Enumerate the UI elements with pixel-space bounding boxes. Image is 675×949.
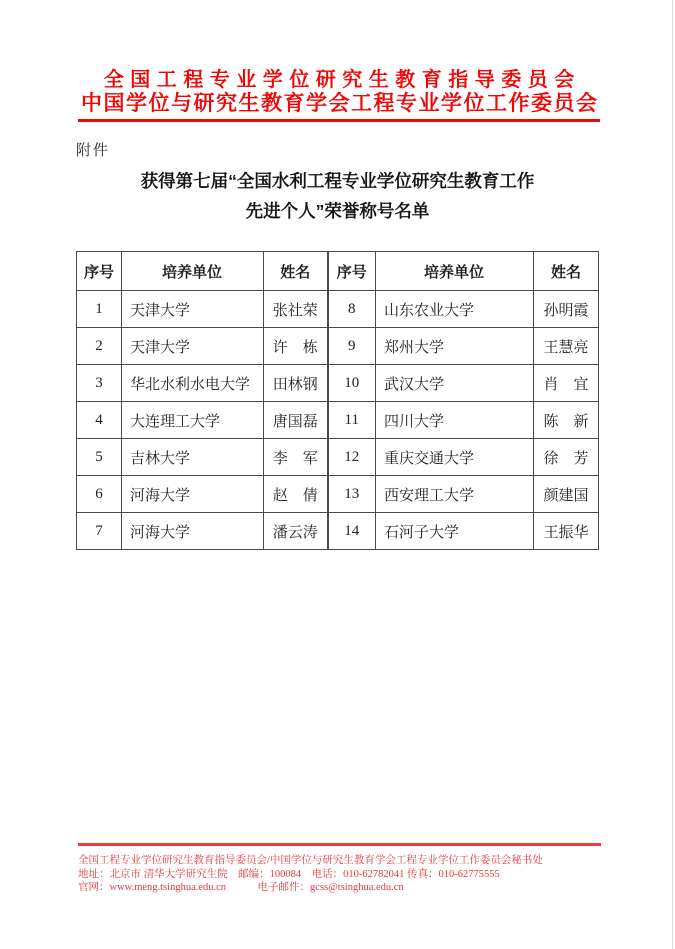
table-row bbox=[77, 365, 599, 402]
header-unit-left: 培养单位 bbox=[122, 252, 264, 291]
name-cell: 唐国磊 bbox=[264, 402, 328, 439]
letterhead-line2: 中国学位与研究生教育学会工程专业学位工作委员会 bbox=[81, 92, 599, 115]
document-title-line2: 先进个人”荣誉称号名单 bbox=[245, 201, 430, 221]
header-name-left: 姓名 bbox=[264, 252, 328, 291]
name-cell: 王慧亮 bbox=[534, 328, 599, 365]
unit-cell: 天津大学 bbox=[122, 291, 264, 328]
name-cell: 潘云涛 bbox=[264, 513, 328, 550]
footer bbox=[78, 843, 601, 895]
index-cell: 4 bbox=[77, 402, 122, 439]
name-cell: 徐 芳 bbox=[534, 439, 599, 476]
name-cell: 肖 宜 bbox=[534, 365, 599, 402]
name-cell: 王振华 bbox=[534, 513, 599, 550]
index-cell: 3 bbox=[77, 365, 122, 402]
unit-cell: 郑州大学 bbox=[376, 328, 534, 365]
table-body bbox=[77, 291, 599, 550]
name-cell: 孙明霞 bbox=[534, 291, 599, 328]
name-cell: 陈 新 bbox=[534, 402, 599, 439]
table-row bbox=[77, 439, 599, 476]
unit-cell: 山东农业大学 bbox=[376, 291, 534, 328]
unit-cell: 重庆交通大学 bbox=[376, 439, 534, 476]
index-cell: 5 bbox=[77, 439, 122, 476]
footer-secretariat-line: 全国工程专业学位研究生教育指导委员会/中国学位与研究生教育学会工程专业学位工作委员会秘书处 bbox=[78, 855, 543, 866]
page-right-edge bbox=[672, 0, 673, 949]
header-index-right: 序号 bbox=[328, 252, 376, 291]
unit-cell: 天津大学 bbox=[122, 328, 264, 365]
name-cell: 赵 倩 bbox=[264, 476, 328, 513]
name-cell: 张社荣 bbox=[264, 291, 328, 328]
header-name-right: 姓名 bbox=[534, 252, 599, 291]
honor-roster-table bbox=[76, 251, 599, 550]
letterhead-line1: 全国工程专业学位研究生教育指导委员会 bbox=[103, 69, 581, 91]
index-cell: 14 bbox=[328, 513, 376, 550]
table-row bbox=[77, 476, 599, 513]
unit-cell: 河海大学 bbox=[122, 513, 264, 550]
index-cell: 2 bbox=[77, 328, 122, 365]
name-cell: 李 军 bbox=[264, 439, 328, 476]
table-header-row bbox=[77, 252, 599, 291]
index-cell: 10 bbox=[328, 365, 376, 402]
table-row bbox=[77, 402, 599, 439]
index-cell: 8 bbox=[328, 291, 376, 328]
document-title-line1: 获得第七届“全国水利工程专业学位研究生教育工作 bbox=[140, 171, 535, 191]
index-cell: 1 bbox=[77, 291, 122, 328]
index-cell: 13 bbox=[328, 476, 376, 513]
name-cell: 许 栋 bbox=[264, 328, 328, 365]
document-title bbox=[0, 166, 675, 226]
header-index-left: 序号 bbox=[77, 252, 122, 291]
table-row bbox=[77, 328, 599, 365]
table-row bbox=[77, 513, 599, 550]
attachment-label: 附件 bbox=[76, 143, 111, 159]
unit-cell: 华北水利水电大学 bbox=[122, 365, 264, 402]
footer-address-line: 地址：北京市 清华大学研究生院 邮编：100084 电话：010-62782041 传真：010-62775555 bbox=[78, 868, 500, 880]
index-cell: 11 bbox=[328, 402, 376, 439]
index-cell: 6 bbox=[77, 476, 122, 513]
table-row bbox=[77, 291, 599, 328]
unit-cell: 吉林大学 bbox=[122, 439, 264, 476]
unit-cell: 石河子大学 bbox=[376, 513, 534, 550]
unit-cell: 河海大学 bbox=[122, 476, 264, 513]
index-cell: 9 bbox=[328, 328, 376, 365]
header-unit-right: 培养单位 bbox=[376, 252, 534, 291]
name-cell: 田林钢 bbox=[264, 365, 328, 402]
unit-cell: 西安理工大学 bbox=[376, 476, 534, 513]
name-cell: 颜建国 bbox=[534, 476, 599, 513]
index-cell: 12 bbox=[328, 439, 376, 476]
unit-cell: 武汉大学 bbox=[376, 365, 534, 402]
footer-contact-line: 官网：www.meng.tsinghua.edu.cn 电子邮件：gcss@tsinghua.edu.cn bbox=[78, 882, 404, 893]
letterhead bbox=[78, 69, 600, 122]
unit-cell: 大连理工大学 bbox=[122, 402, 264, 439]
unit-cell: 四川大学 bbox=[376, 402, 534, 439]
index-cell: 7 bbox=[77, 513, 122, 550]
